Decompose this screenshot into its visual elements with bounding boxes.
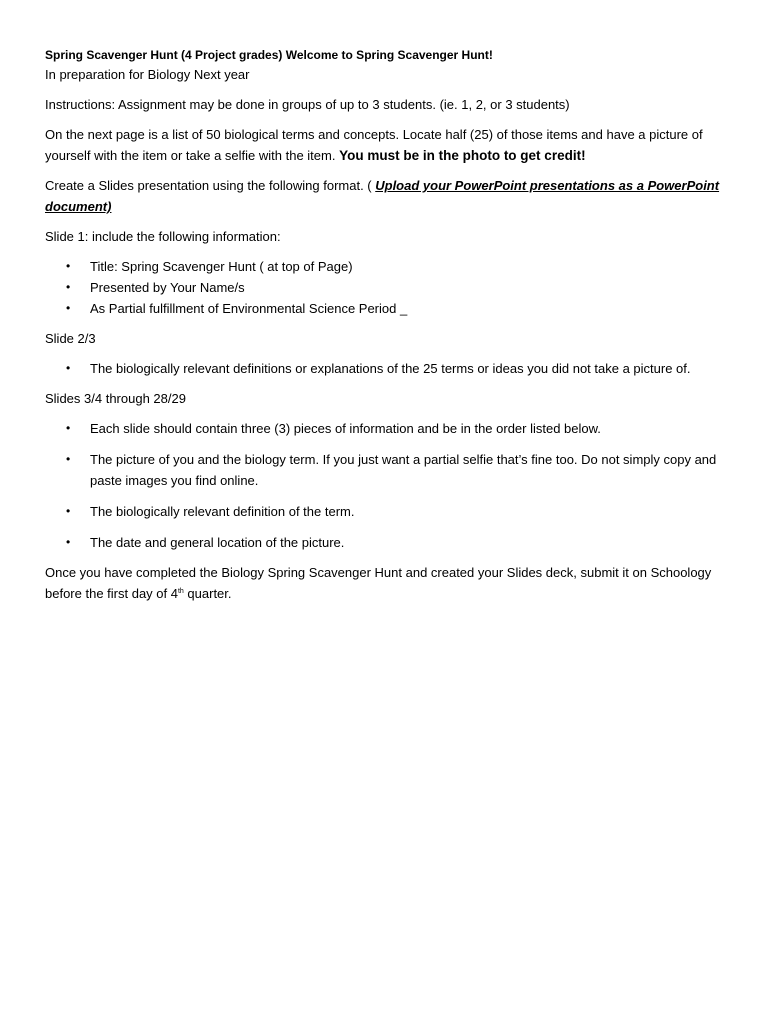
document-page [45,46,725,604]
slides-range-heading: Slides 3/4 through 28/29 [45,391,186,406]
list-item [45,277,725,298]
slide1-list [45,256,725,319]
bullet-icon: • [66,452,71,466]
bullet-icon: • [66,421,71,435]
bullet-icon: • [66,259,71,273]
list-item-text: The picture of you and the biology term. If you just want a partial selfie that’s fine too. Do not simply copy and paste images you find online. [90,452,717,488]
document-subtitle: In preparation for Biology Next year [45,67,250,82]
slide23-heading: Slide 2/3 [45,331,96,346]
next-page-text: On the next page is a list of 50 biological terms and concepts. Locate half (25) of those items and have a picture of yourself with the item or take a selfie with the item. [45,127,703,163]
instructions-paragraph: Instructions: Assignment may be done in groups of up to 3 students. (ie. 1, 2, or 3 students) [45,97,570,112]
next-page-paragraph [45,124,725,166]
list-item [45,532,725,553]
list-item-text: Presented by Your Name/s [90,280,245,295]
list-item [45,449,725,491]
bullet-icon: • [66,301,71,315]
create-slides-text: Create a Slides presentation using the following format. ( [45,178,376,193]
closing-text: Once you have completed the Biology Spring Scavenger Hunt and created your Slides deck, submit it on Schoology before the first day of 4 [45,565,712,601]
bullet-icon: • [66,504,71,518]
closing-text-end: quarter. [183,586,232,601]
bullet-icon: • [66,535,71,549]
document-title: Spring Scavenger Hunt (4 Project grades) Welcome to Spring Scavenger Hunt! [45,48,493,62]
list-item-text: Each slide should contain three (3) pieces of information and be in the order listed below. [90,421,601,436]
list-item [45,501,725,522]
list-item-text: The date and general location of the picture. [90,535,345,550]
photo-requirement-emphasis: You must be in the photo to get credit! [339,148,586,163]
closing-paragraph [45,562,725,604]
bullet-icon: • [66,280,71,294]
list-item [45,298,725,319]
list-item-text: As Partial fulfillment of Environmental Science Period _ [90,301,408,316]
slide23-list [45,358,725,379]
upload-format-note: Upload your PowerPoint presentations as a PowerPoint document) [45,178,720,214]
list-item [45,418,725,439]
list-item-text: The biologically relevant definition of the term. [90,504,355,519]
slides-range-list [45,418,725,553]
list-item [45,358,725,379]
bullet-icon: • [66,361,71,375]
ordinal-suffix: th [177,588,184,595]
list-item-text: The biologically relevant definitions or explanations of the 25 terms or ideas you did not take a picture of. [90,361,691,376]
slide1-heading: Slide 1: include the following information: [45,229,281,244]
list-item [45,256,725,277]
create-slides-paragraph [45,175,725,217]
list-item-text: Title: Spring Scavenger Hunt ( at top of Page) [90,259,353,274]
